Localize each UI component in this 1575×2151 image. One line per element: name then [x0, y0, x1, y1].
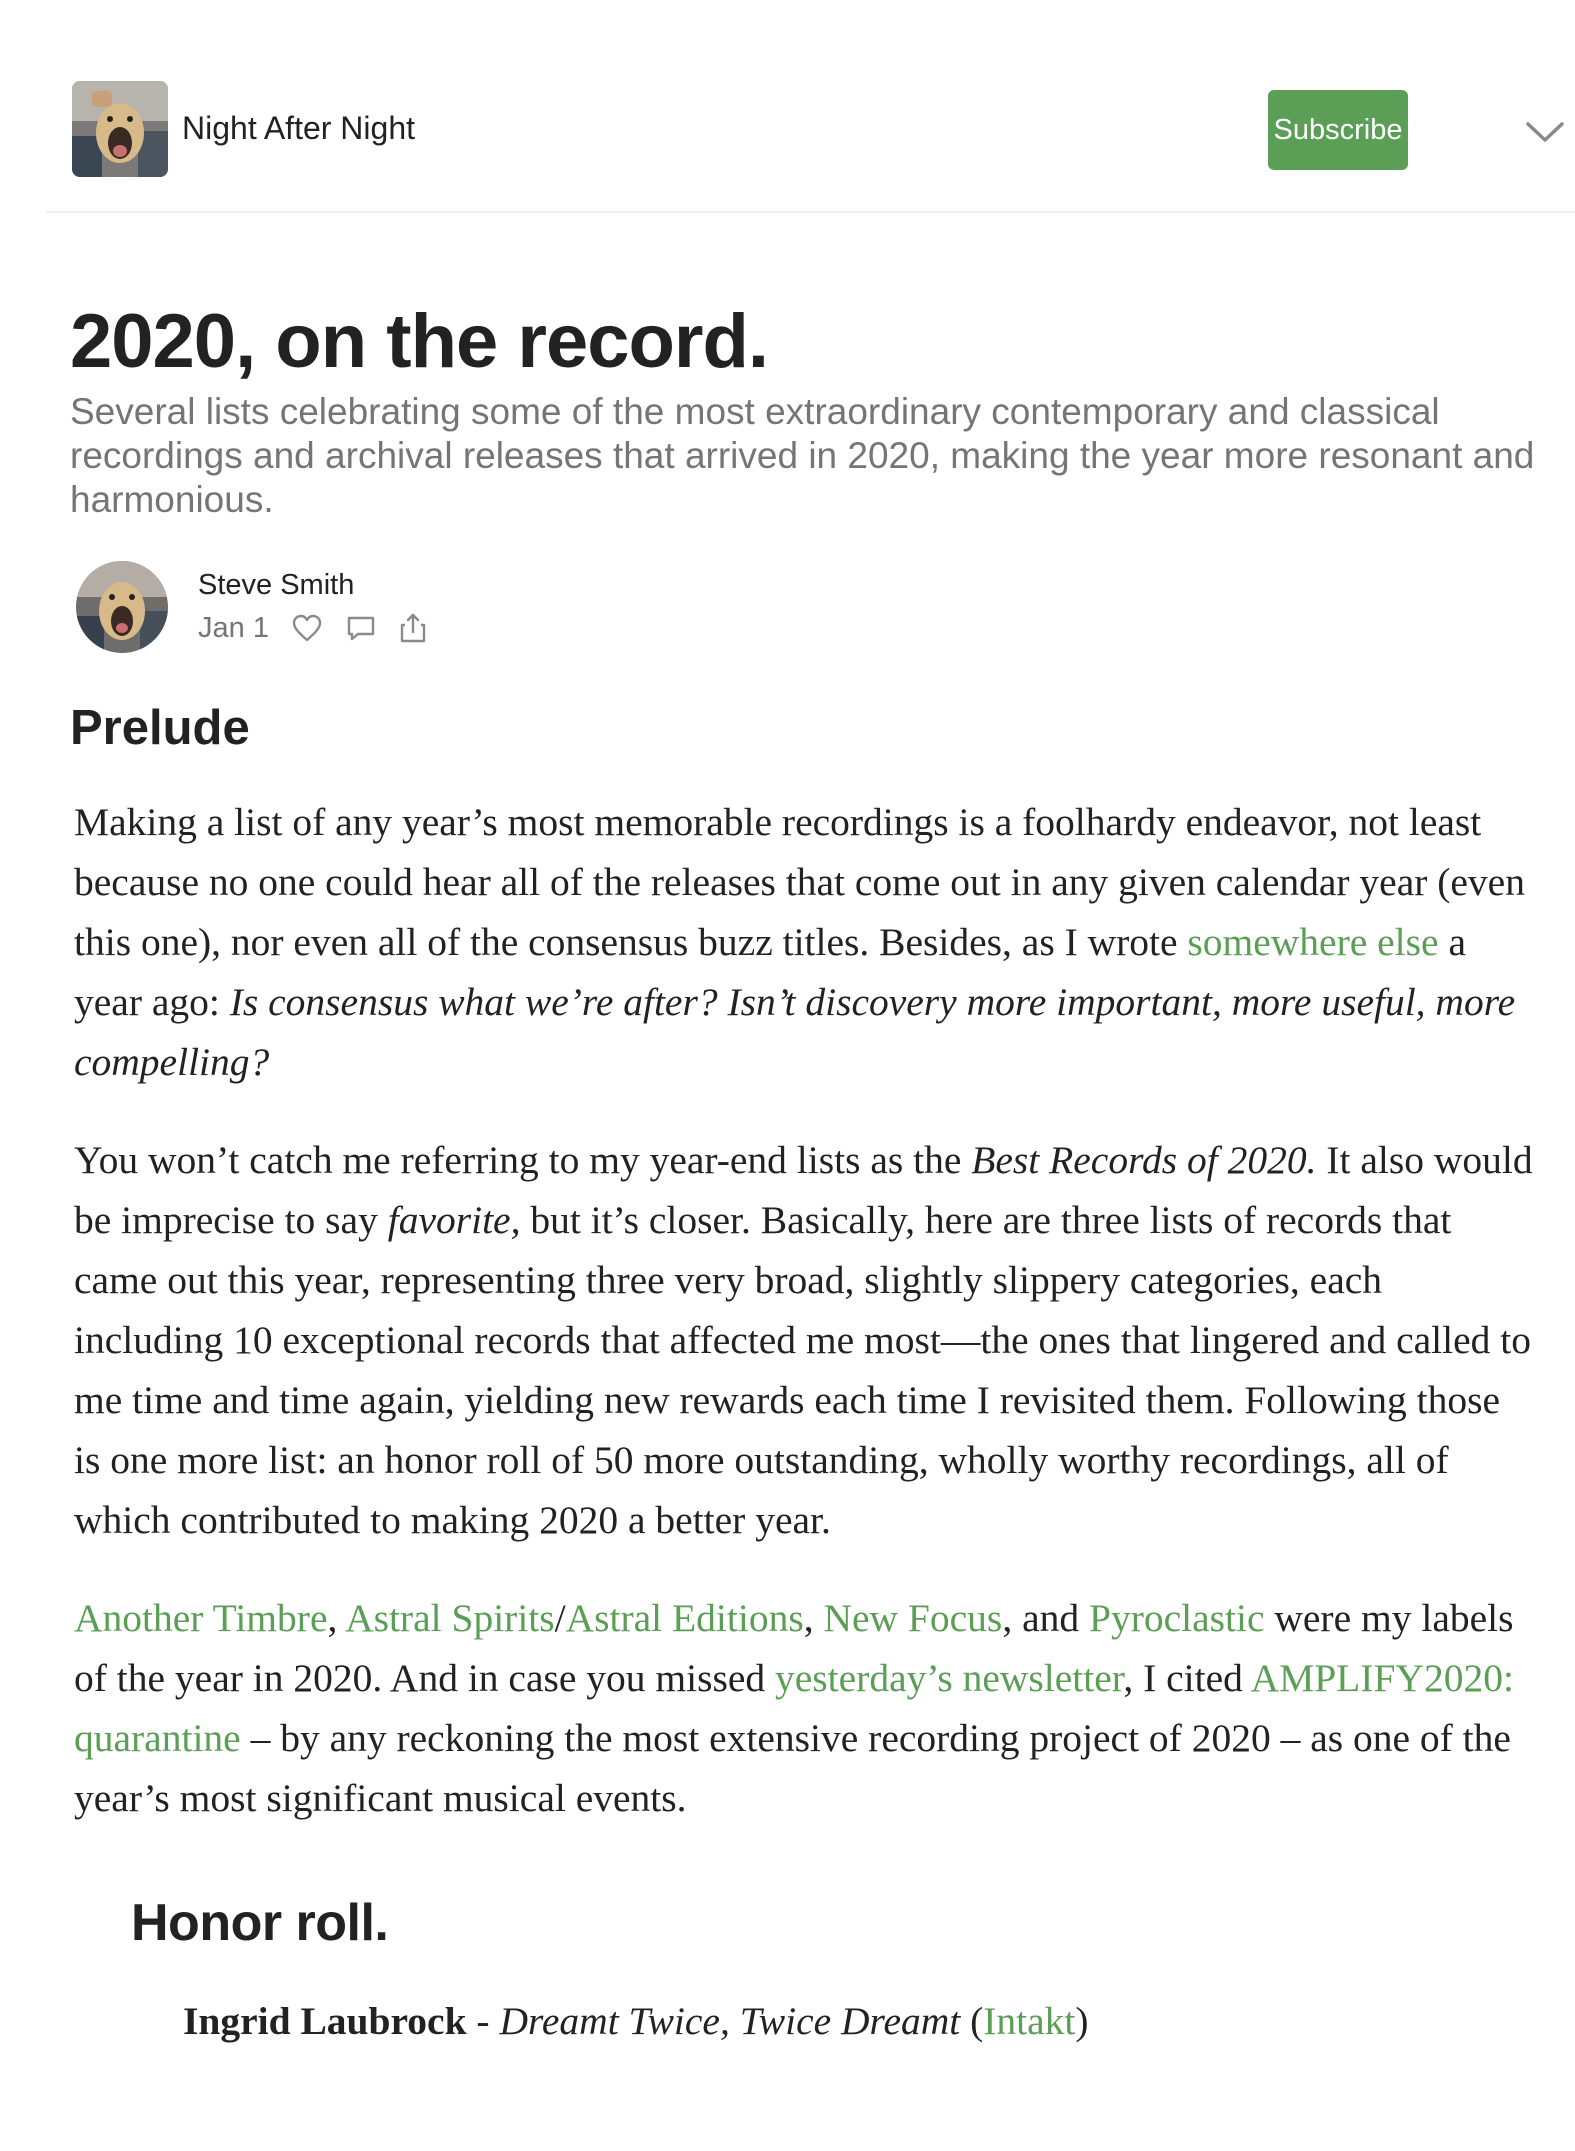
- paragraph-1: [74, 792, 1534, 1092]
- paragraph-text: , I cited: [1123, 1656, 1251, 1700]
- paragraph-text: a year ago:: [74, 920, 1466, 1024]
- italic-text: Best Records of 2020.: [971, 1138, 1317, 1182]
- paren-open: (: [960, 1999, 984, 2043]
- byline-meta: [198, 608, 427, 648]
- link-pyroclastic[interactable]: Pyroclastic: [1088, 1596, 1265, 1640]
- like-button[interactable]: [291, 613, 323, 643]
- section-heading-prelude: Prelude: [70, 701, 250, 755]
- list-item: [183, 1998, 1089, 2044]
- avatar-photo-icon: [76, 561, 168, 653]
- link-new-focus[interactable]: New Focus: [823, 1596, 1003, 1640]
- album-title: Dreamt Twice, Twice Dreamt: [499, 1999, 961, 2043]
- paragraph-3: [74, 1588, 1534, 1828]
- separator: -: [466, 1999, 500, 2043]
- link-another-timbre[interactable]: Another Timbre: [74, 1596, 328, 1640]
- publication-logo[interactable]: [72, 81, 168, 177]
- share-icon: [399, 612, 427, 644]
- separator: ,: [803, 1596, 824, 1640]
- paragraph-text: You won’t catch me referring to my year-end lists as the: [74, 1138, 972, 1182]
- subscribe-button[interactable]: Subscribe: [1268, 90, 1408, 170]
- post-date: Jan 1: [198, 611, 269, 644]
- paragraph-text: – by any reckoning the most extensive recording project of 2020 – as one of the year’s most significant musical events.: [74, 1716, 1511, 1820]
- publication-name[interactable]: Night After Night: [182, 110, 415, 146]
- paragraph-text: were my labels of the year in 2020. And in case you missed: [74, 1596, 1514, 1700]
- chevron-down-icon[interactable]: [1524, 116, 1566, 146]
- author-avatar[interactable]: [76, 561, 168, 653]
- separator: , and: [1002, 1596, 1089, 1640]
- post-subtitle: Several lists celebrating some of the most extraordinary contemporary and classical recordings and archival releases that arrived in 2020, making the year more resonant and harmonious.: [70, 391, 1535, 520]
- heart-icon: [291, 613, 323, 643]
- link-somewhere-else[interactable]: somewhere else: [1187, 920, 1439, 964]
- paren-close: ): [1075, 1999, 1089, 2043]
- paragraph-2: [74, 1130, 1534, 1550]
- artist-name: Ingrid Laubrock: [183, 1999, 467, 2043]
- comment-icon: [345, 613, 377, 643]
- top-bar: [46, 0, 1575, 213]
- link-astral-editions[interactable]: Astral Editions: [565, 1596, 804, 1640]
- italic-quote: Is consensus what we’re after? Isn’t discovery more important, more useful, more compelling?: [74, 980, 1516, 1084]
- dog-photo-icon: [72, 81, 168, 177]
- italic-text: favorite,: [387, 1198, 521, 1242]
- link-label-intakt[interactable]: Intakt: [983, 1999, 1076, 2043]
- link-astral-spirits[interactable]: Astral Spirits: [345, 1596, 555, 1640]
- link-yesterdays-newsletter[interactable]: yesterday’s newsletter: [775, 1656, 1124, 1700]
- comment-button[interactable]: [345, 613, 377, 643]
- paragraph-text: Making a list of any year’s most memorable recordings is a foolhardy endeavor, not least because no one could hear all of the releases that come out in any given calendar year (even this one), nor even all of the consensus buzz titles. Besides, as I wrote: [74, 800, 1525, 964]
- paragraph-text: but it’s closer. Basically, here are three lists of records that came out this year, representing three very broad, slightly slippery categories, each including 10 exceptional records that affected me most—the ones that lingered and called to me time and time again, yielding new rewards each time I revisited them. Following those is one more list: an honor roll of 50 more outstanding, wholly worthy recordings, all of which contributed to making 2020 a better year.: [74, 1198, 1531, 1542]
- link-amplify2020[interactable]: AMPLIFY2020: quarantine: [74, 1656, 1514, 1760]
- paragraph-text: It also would be imprecise to say: [74, 1138, 1533, 1242]
- share-button[interactable]: [399, 612, 427, 644]
- separator: ,: [327, 1596, 346, 1640]
- separator: /: [554, 1596, 566, 1640]
- author-name[interactable]: Steve Smith: [198, 569, 355, 601]
- post-title: 2020, on the record.: [70, 299, 769, 384]
- section-heading-honor-roll: Honor roll.: [131, 1894, 389, 1952]
